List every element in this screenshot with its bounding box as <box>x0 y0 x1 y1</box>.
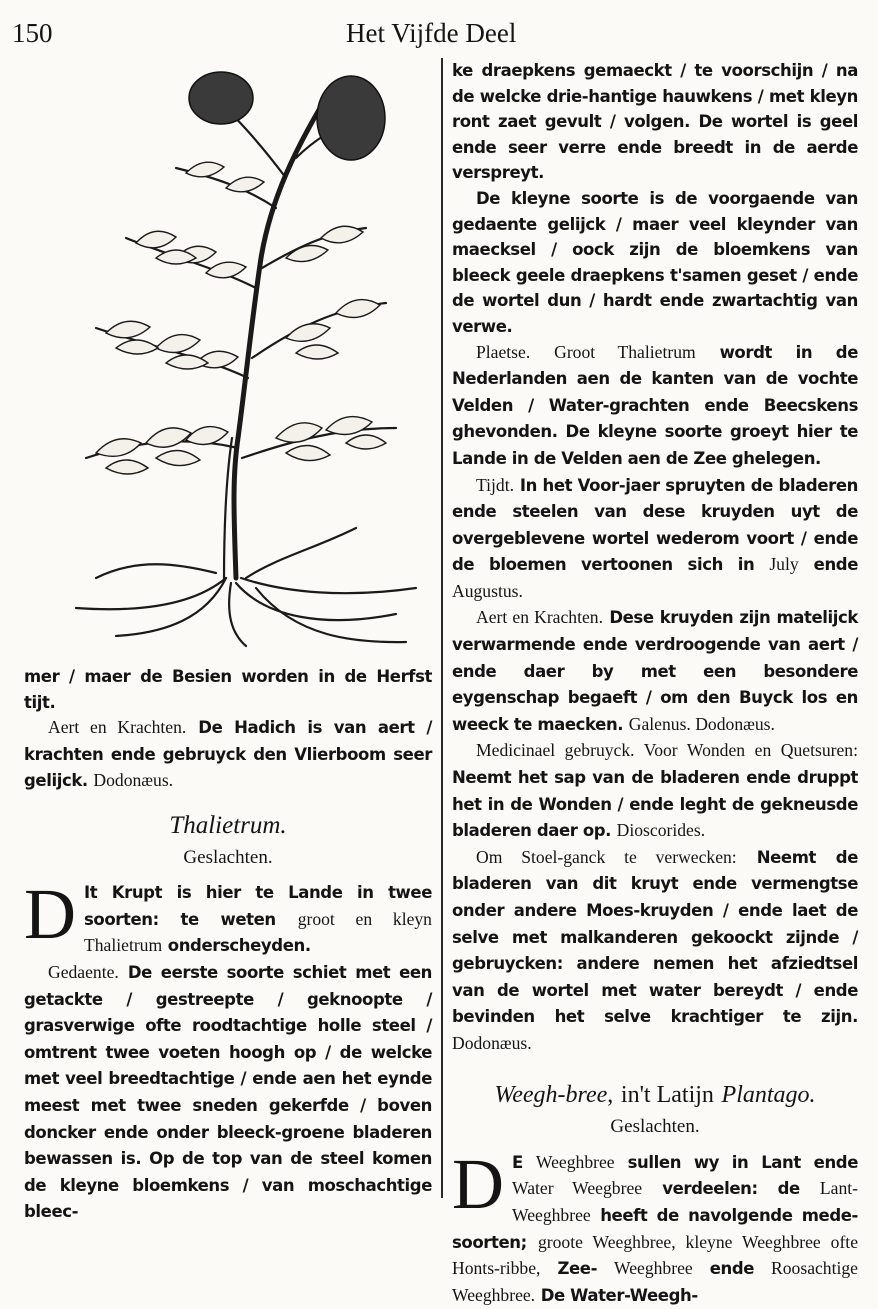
section-heading-weeghbree <box>452 1082 858 1109</box>
weeg-e: verdeelen: de <box>662 1179 800 1199</box>
aert-paragraph-right <box>452 605 858 738</box>
gedaente-paragraph <box>24 960 432 1226</box>
plaetse-text: wordt in de Nederlanden aen de kanten van de vochte Velden / Water-grachten ende Beecskens ghevonden. De kleyne soorte groeyt hier te Lande in de Velden aen de Zee ghelegen. <box>452 342 859 468</box>
drop-cap-right: D <box>452 1143 504 1224</box>
plant-woodcut-illustration <box>56 58 436 648</box>
plaetse-label: Plaetse. <box>476 341 531 362</box>
aert-citation: Dodonæus. <box>93 770 174 791</box>
weeg-j: Weeghbree <box>614 1258 693 1279</box>
gedaente-text: De eerste soorte schiet met een getackte / gestreepte / geknoopte / grasverwige ofte roodtachtige holle steel / omtrent twee voeten hoogh op / de welcke met veel breedtachtige / ende aen het eynde meest met twee sneden gekerfde / boven doncker ende onder bleeck-groene bladeren bewassen is. Op de top van de steel komen de kleyne bloemkens / van moschachtige bleec- <box>24 962 432 1222</box>
aert-label-right: Aert en Krachten. <box>476 607 603 628</box>
weeghbree-latin-name: Plantago. <box>721 1081 816 1108</box>
aert-label: Aert en Krachten. <box>48 717 187 738</box>
intro-part-b: groot en kleyn Thalietrum <box>84 908 432 956</box>
aert-text-right: Dese kruyden zijn matelijck verwarmende ende verdroogende van aert / ende daer by met een besondere eygenschap begaeft / om den Buyck los en weeck te maecken. <box>452 608 858 734</box>
weeg-h: groote Weeghbree, kleyne Weeghbree ofte Honts-ribbe, <box>452 1231 858 1279</box>
tijdt-month: July <box>769 554 799 575</box>
medicinael-text: Neemt het sap van de bladeren ende druppt het in de Wonden / ende leght de gekneusde bladeren daer op. <box>452 768 858 841</box>
weeg-g: heeft de navolgende mede-soorten; <box>452 1205 858 1252</box>
page-header <box>0 6 878 52</box>
medicinael-citation: Dioscorides. <box>616 820 706 841</box>
right-column <box>452 58 858 1309</box>
gedaente-label: Gedaente. <box>48 961 119 982</box>
weeg-d: Water Weegbree <box>512 1178 643 1199</box>
weeg-c: sullen wy in Lant ende <box>627 1152 858 1172</box>
page-number: 150 <box>12 18 53 48</box>
weeg-a: E <box>512 1152 523 1172</box>
thalietrum-intro <box>24 874 432 960</box>
geslachten-heading: Geslachten. <box>183 846 273 868</box>
aert-paragraph-left <box>24 715 432 795</box>
stoelganck-paragraph <box>452 845 858 1058</box>
weeghbree-intro <box>452 1143 859 1309</box>
weeg-l: Roosachtige Weeghbree. <box>452 1258 858 1305</box>
weeg-k: ende <box>709 1259 755 1279</box>
right-paragraph-1: ke draepkens gemaeckt / te voorschijn / na de welcke drie-hantige hauwkens / met kleyn ront zaet gevult / volgen. De wortel is geel ende seer verre ende breedt in de aerde verspreyt. <box>452 61 858 183</box>
tijdt-text-c: ende <box>813 555 859 575</box>
right-paragraph-2: De kleyne soorte is de voorgaende van gedaente gelijck / maer veel kleynder van maecksel / oock zijn de bloemkens van bleeck geele draepkens t'samen geset / ende de wortel dun / hardt ende zwartachtig van verwe. <box>452 188 858 336</box>
tijdt-label: Tijdt. <box>476 474 514 495</box>
weeg-b: Weeghbree <box>535 1151 615 1172</box>
left-continuation: mer / maer de Besien worden in de Herfst tijt. <box>24 667 432 712</box>
section-heading-thalietrum: Thalietrum. <box>169 811 287 839</box>
weeg-m: De Water-Weegh- <box>540 1285 698 1305</box>
left-column <box>24 664 432 1226</box>
weeghbree-separator: , <box>607 1081 614 1108</box>
stoelganck-text: Neemt de bladeren van dit kruyt ende vermengtse onder andere Moes-kruyden / ende laet de selve met malkanderen gekoockt zijnde / gebruycken: andere nemen het afziedtsel van de wortel met water bereydt / ende bevinden het selve krachtiger te zijn. <box>452 847 858 1027</box>
geslachten-heading-right: Geslachten. <box>610 1116 700 1138</box>
medicinael-label: Medicinael gebruyck. Voor Wonden en Quetsuren: <box>476 740 858 761</box>
tijdt-month-2: Augustus. <box>452 580 523 601</box>
drop-cap: D <box>24 874 76 955</box>
stoelganck-citation: Dodonæus. <box>452 1032 532 1053</box>
tijdt-text-a: In het Voor-jaer spruyten de bladeren ende steelen van dese kruyden uyt de overgeblevene wortel wederom voort / ende de bloemen vertoonen sich in <box>452 475 858 575</box>
running-title: Het Vijfde Deel <box>346 18 517 48</box>
weeghbree-title: Weegh-bree <box>494 1081 608 1108</box>
column-divider <box>441 58 443 1198</box>
tijdt-paragraph <box>452 473 858 606</box>
weeg-i: Zee- <box>557 1259 598 1279</box>
plaetse-paragraph <box>452 340 858 473</box>
weeg-f: Lant-Weeghbree <box>512 1178 859 1225</box>
intro-part-c: onderscheyden. <box>167 936 311 956</box>
plaetse-name: Groot Thalietrum <box>554 341 696 362</box>
aert-text: De Hadich is van aert / krachten ende gebruyck den Vlierboom seer gelijck. <box>24 718 433 791</box>
stoelganck-label: Om Stoel-ganck te verwecken: <box>476 846 737 867</box>
medicinael-paragraph <box>452 738 858 844</box>
weeghbree-latin-prefix: in't Latijn <box>620 1081 714 1108</box>
intro-part-a: It Krupt is hier te Lande in twee soorten: te weten <box>84 883 432 929</box>
aert-citation-right: Galenus. Dodonæus. <box>628 713 775 734</box>
